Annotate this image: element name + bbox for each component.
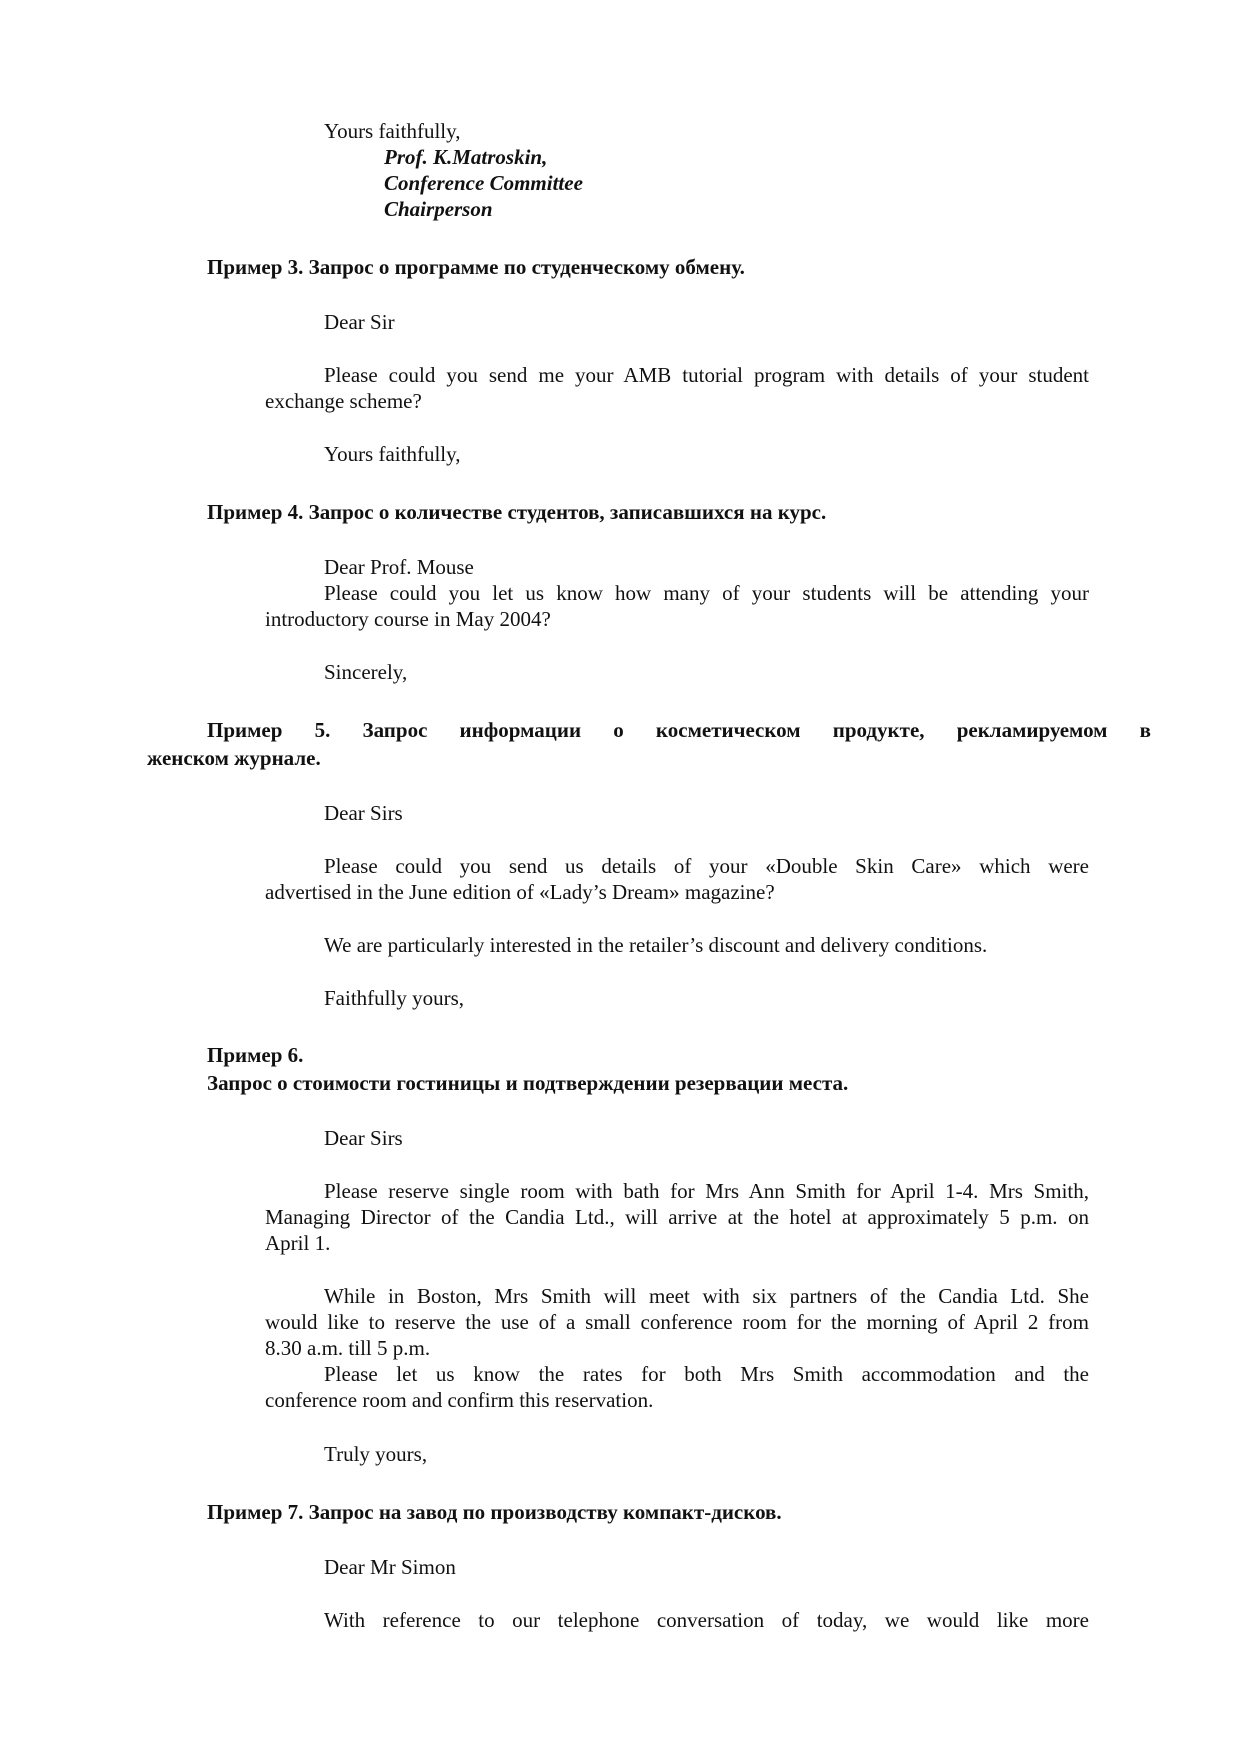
example-5-body-line-1: Please could you send us details of your «Double Skin Care» which were bbox=[324, 854, 1089, 878]
example-7-body-line-1: With reference to our telephone conversation of today, we would like more bbox=[324, 1608, 1089, 1632]
example-6-body2-line-1: While in Boston, Mrs Smith will meet with six partners of the Candia Ltd. She bbox=[324, 1284, 1089, 1308]
example-6-salutation: Dear Sirs bbox=[324, 1126, 403, 1150]
example-6-body-line-3: April 1. bbox=[265, 1231, 331, 1255]
example-6-heading-line-1: Пример 6. bbox=[207, 1043, 304, 1067]
signature-title: Conference Committee bbox=[384, 171, 583, 195]
example-4-closing: Sincerely, bbox=[324, 660, 408, 684]
example-4-body-line-2: introductory course in May 2004? bbox=[265, 607, 551, 631]
signature-name: Prof. K.Matroskin, bbox=[384, 145, 548, 169]
example-5-body-2: We are particularly interested in the retailer’s discount and delivery conditions. bbox=[324, 933, 988, 957]
example-5-heading-line-2: женском журнале. bbox=[147, 746, 321, 770]
example-5-heading-line-1: Пример 5. Запрос информации о косметическом продукте, рекламируемом в bbox=[207, 718, 1151, 742]
example-4-body-line-1: Please could you let us know how many of your students will be attending your bbox=[324, 581, 1089, 605]
example-5-salutation: Dear Sirs bbox=[324, 801, 403, 825]
example-6-body2-line-2: would like to reserve the use of a small conference room for the morning of April 2 from bbox=[265, 1310, 1089, 1334]
example-6-body-line-2: Managing Director of the Candia Ltd., will arrive at the hotel at approximately 5 p.m. on bbox=[265, 1205, 1089, 1229]
example-3-body-line-1: Please could you send me your AMB tutorial program with details of your student bbox=[324, 363, 1089, 387]
example-6-body-line-1: Please reserve single room with bath for Mrs Ann Smith for April 1-4. Mrs Smith, bbox=[324, 1179, 1089, 1203]
example-3-closing: Yours faithfully, bbox=[324, 442, 461, 466]
example-3-body-line-2: exchange scheme? bbox=[265, 389, 422, 413]
example-3-salutation: Dear Sir bbox=[324, 310, 395, 334]
example-7-salutation: Dear Mr Simon bbox=[324, 1555, 456, 1579]
example-7-heading: Пример 7. Запрос на завод по производству компакт-дисков. bbox=[207, 1500, 782, 1524]
example-4-heading: Пример 4. Запрос о количестве студентов, записавшихся на курс. bbox=[207, 500, 827, 524]
example-5-body-line-2: advertised in the June edition of «Lady’s Dream» magazine? bbox=[265, 880, 775, 904]
example-6-heading-line-2: Запрос о стоимости гостиницы и подтверждении резервации места. bbox=[207, 1071, 849, 1095]
example-3-heading: Пример 3. Запрос о программе по студенческому обмену. bbox=[207, 255, 745, 279]
example-4-salutation: Dear Prof. Mouse bbox=[324, 555, 474, 579]
example-6-body2-line-3: 8.30 a.m. till 5 p.m. bbox=[265, 1336, 431, 1360]
example-6-closing: Truly yours, bbox=[324, 1442, 428, 1466]
signature-role: Chairperson bbox=[384, 197, 493, 221]
example-6-body3-line-1: Please let us know the rates for both Mrs Smith accommodation and the bbox=[324, 1362, 1089, 1386]
example-6-body3-line-2: conference room and confirm this reservation. bbox=[265, 1388, 654, 1412]
closing-text: Yours faithfully, bbox=[324, 119, 461, 143]
example-5-closing: Faithfully yours, bbox=[324, 986, 464, 1010]
